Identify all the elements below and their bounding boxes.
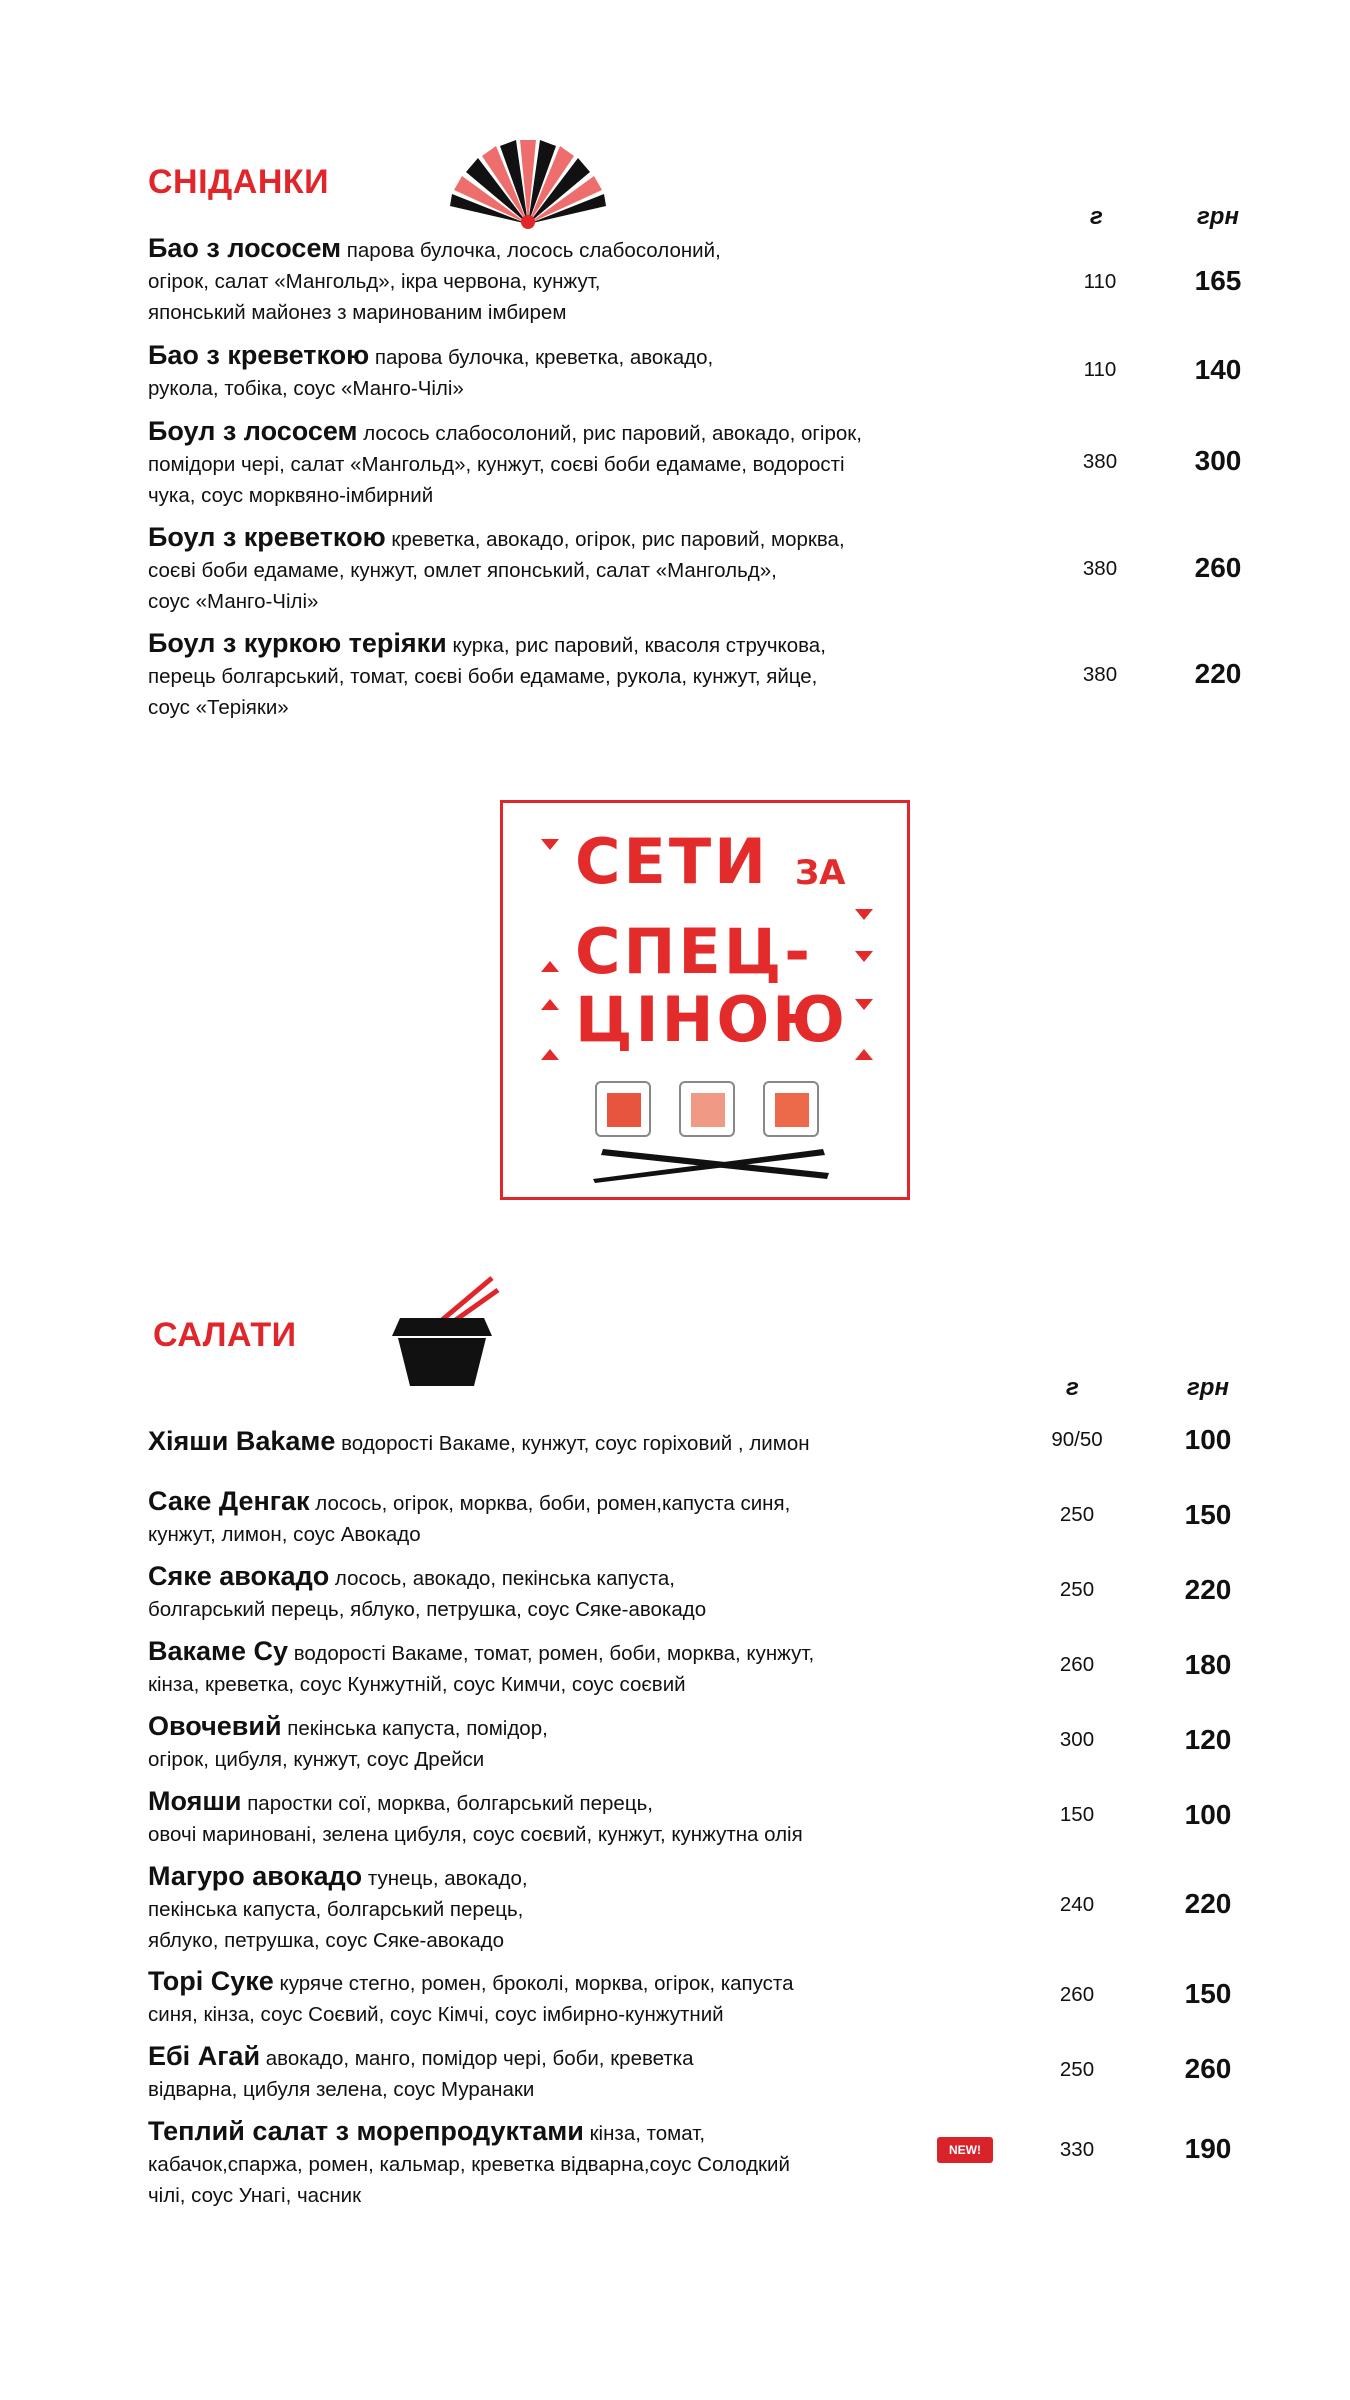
item-description: кінза, томат, xyxy=(589,2122,706,2145)
item-description: соус «Теріяки» xyxy=(148,696,289,719)
item-name: Ебі Агай xyxy=(148,2041,261,2071)
menu-item xyxy=(148,1561,706,1625)
sushi-roll-icon xyxy=(679,1081,735,1137)
menu-item xyxy=(148,1711,548,1775)
item-weight: 90/50 xyxy=(1051,1428,1103,1451)
item-price: 300 xyxy=(1194,445,1242,476)
item-description: чілі, соус Унагі, часник xyxy=(148,2184,362,2207)
item-weight: 260 xyxy=(1059,1983,1095,2006)
item-weight: 330 xyxy=(1059,2138,1095,2161)
item-name: Бао з лососем xyxy=(148,233,342,263)
item-price: 220 xyxy=(1194,658,1242,689)
item-description: помідори чері, салат «Мангольд», кунжут, соєві боби едамаме, водорості xyxy=(148,453,845,476)
item-description: огірок, цибуля, кунжут, соус Дрейси xyxy=(148,1748,485,1771)
item-price: 260 xyxy=(1194,552,1242,583)
sushi-roll-icon xyxy=(595,1081,651,1137)
item-name: Хіяши Ваkаме xyxy=(148,1426,336,1456)
item-name: Мояши xyxy=(148,1786,242,1816)
item-name: Торі Суке xyxy=(148,1966,274,1996)
column-header-price: грн xyxy=(1197,203,1239,230)
item-weight: 110 xyxy=(1083,358,1117,381)
promo-line-1-small: ЗА xyxy=(795,853,846,893)
item-price: 220 xyxy=(1184,1888,1232,1919)
item-price: 190 xyxy=(1184,2133,1232,2164)
item-weight: 250 xyxy=(1059,2058,1095,2081)
item-description: лосось, огірок, морква, боби, ромен,капуста синя, xyxy=(315,1492,791,1515)
item-description: рукола, тобіка, соус «Манго-Чілі» xyxy=(148,377,464,400)
item-weight: 110 xyxy=(1083,270,1117,293)
item-description: парова булочка, креветка, авокадо, xyxy=(374,346,714,369)
item-weight: 250 xyxy=(1059,1503,1095,1526)
item-weight: 260 xyxy=(1059,1653,1095,1676)
item-description: пекінська капуста, болгарський перець, xyxy=(148,1898,524,1921)
menu-item xyxy=(148,628,826,723)
menu-item xyxy=(148,416,862,511)
menu-item xyxy=(148,1966,793,2030)
item-price: 100 xyxy=(1184,1424,1232,1455)
item-description: відварна, цибуля зелена, соус Муранаки xyxy=(148,2078,535,2101)
menu-item xyxy=(148,2116,790,2211)
item-description: курка, рис паровий, квасоля стручкова, xyxy=(452,634,826,657)
item-description: куряче стегно, ромен, броколі, морква, огірок, капуста xyxy=(279,1972,794,1995)
triangle-decoration xyxy=(541,999,559,1010)
item-description: лосось слабосолоний, рис паровий, авокадо, огірок, xyxy=(363,422,862,445)
item-description: водорості Вакаме, кунжут, соус горіховий , лимон xyxy=(341,1432,810,1455)
item-name: Магуро авокадо xyxy=(148,1861,363,1891)
triangle-decoration xyxy=(855,999,873,1010)
section-title-salads: САЛАТИ xyxy=(153,1316,297,1354)
new-badge: NEW! xyxy=(937,2137,993,2163)
item-description: авокадо, манго, помідор чері, боби, креветка xyxy=(265,2047,694,2070)
item-price: 120 xyxy=(1184,1724,1232,1755)
item-description: водорості Вакаме, томат, ромен, боби, морква, кунжут, xyxy=(293,1642,815,1665)
item-price: 260 xyxy=(1184,2053,1232,2084)
item-description: пекінська капуста, помідор, xyxy=(287,1717,548,1740)
sushi-roll-icon xyxy=(763,1081,819,1137)
noodle-box-icon xyxy=(392,1276,502,1388)
item-description: яблуко, петрушка, соус Сяке-авокадо xyxy=(148,1929,505,1952)
menu-item xyxy=(148,1786,803,1850)
menu-item xyxy=(148,340,713,404)
item-description: перець болгарський, томат, соєві боби едамаме, рукола, кунжут, яйце, xyxy=(148,665,818,688)
item-weight: 240 xyxy=(1059,1893,1095,1916)
item-name: Сяке авокадо xyxy=(148,1561,330,1591)
item-price: 100 xyxy=(1184,1799,1232,1830)
item-weight: 380 xyxy=(1082,557,1118,580)
item-price: 165 xyxy=(1194,265,1242,296)
item-description: кунжут, лимон, соус Авокадо xyxy=(148,1523,421,1546)
column-header-weight: г xyxy=(1066,1374,1079,1401)
fan-icon xyxy=(448,138,608,230)
item-price: 150 xyxy=(1184,1978,1232,2009)
triangle-decoration xyxy=(541,839,559,850)
item-price: 180 xyxy=(1184,1649,1232,1680)
item-description: японський майонез з маринованим імбирем xyxy=(148,301,567,324)
item-price: 220 xyxy=(1184,1574,1232,1605)
menu-item xyxy=(148,1636,814,1700)
item-description: овочі мариновані, зелена цибуля, соус соєвий, кунжут, кунжутна олія xyxy=(148,1823,803,1846)
item-description: тунець, авокадо, xyxy=(367,1867,528,1890)
item-name: Вакаме Су xyxy=(148,1636,289,1666)
item-name: Саке Денгак xyxy=(148,1486,310,1516)
item-description: кабачок,спаржа, ромен, кальмар, креветка відварна,соус Солодкий xyxy=(148,2153,790,2176)
item-description: парова булочка, лосось слабосолоний, xyxy=(346,239,721,262)
item-name: Боул з лососем xyxy=(148,416,358,446)
item-description: синя, кінза, соус Соєвий, соус Кімчі, соус імбирно-кунжутний xyxy=(148,2003,724,2026)
menu-item xyxy=(148,233,721,328)
chopsticks-icon xyxy=(593,1143,833,1183)
item-weight: 300 xyxy=(1059,1728,1095,1751)
menu-item xyxy=(148,1426,810,1459)
item-weight: 380 xyxy=(1082,450,1118,473)
triangle-decoration xyxy=(855,1049,873,1060)
item-weight: 150 xyxy=(1059,1803,1095,1826)
item-weight: 250 xyxy=(1059,1578,1095,1601)
triangle-decoration xyxy=(855,909,873,920)
promo-line-1: СЕТИ xyxy=(575,825,770,898)
item-name: Бао з креветкою xyxy=(148,340,370,370)
promo-line-2: СПЕЦ- xyxy=(575,915,813,988)
item-description: паростки сої, морква, болгарський перець, xyxy=(247,1792,653,1815)
item-weight: 380 xyxy=(1082,663,1118,686)
triangle-decoration xyxy=(855,951,873,962)
item-description: соус «Манго-Чілі» xyxy=(148,590,319,613)
item-name: Теплий салат з морепродуктами xyxy=(148,2116,584,2146)
item-description: лосось, авокадо, пекінська капуста, xyxy=(334,1567,675,1590)
item-price: 140 xyxy=(1194,354,1242,385)
column-header-weight: г xyxy=(1090,203,1103,230)
item-description: креветка, авокадо, огірок, рис паровий, морква, xyxy=(391,528,845,551)
triangle-decoration xyxy=(541,1049,559,1060)
item-description: кінза, креветка, соус Кунжутній, соус Кимчи, соус соєвий xyxy=(148,1673,686,1696)
item-description: соєві боби едамаме, кунжут, омлет японський, салат «Мангольд», xyxy=(148,559,777,582)
item-name: Овочевий xyxy=(148,1711,282,1741)
triangle-decoration xyxy=(541,961,559,972)
menu-item xyxy=(148,1861,528,1956)
menu-item xyxy=(148,1486,790,1550)
menu-item xyxy=(148,522,845,617)
menu-item xyxy=(148,2041,694,2105)
item-description: чука, соус морквяно-імбирний xyxy=(148,484,434,507)
column-header-price: грн xyxy=(1187,1374,1229,1401)
promo-banner xyxy=(500,800,910,1200)
promo-line-3: ЦІНОЮ xyxy=(575,983,848,1056)
item-price: 150 xyxy=(1184,1499,1232,1530)
item-description: болгарський перець, яблуко, петрушка, соус Сяке-авокадо xyxy=(148,1598,707,1621)
section-title-breakfast: СНІДАНКИ xyxy=(148,163,330,201)
item-name: Боул з куркою теріяки xyxy=(148,628,447,658)
item-description: огірок, салат «Мангольд», ікра червона, кунжут, xyxy=(148,270,601,293)
item-name: Боул з креветкою xyxy=(148,522,386,552)
